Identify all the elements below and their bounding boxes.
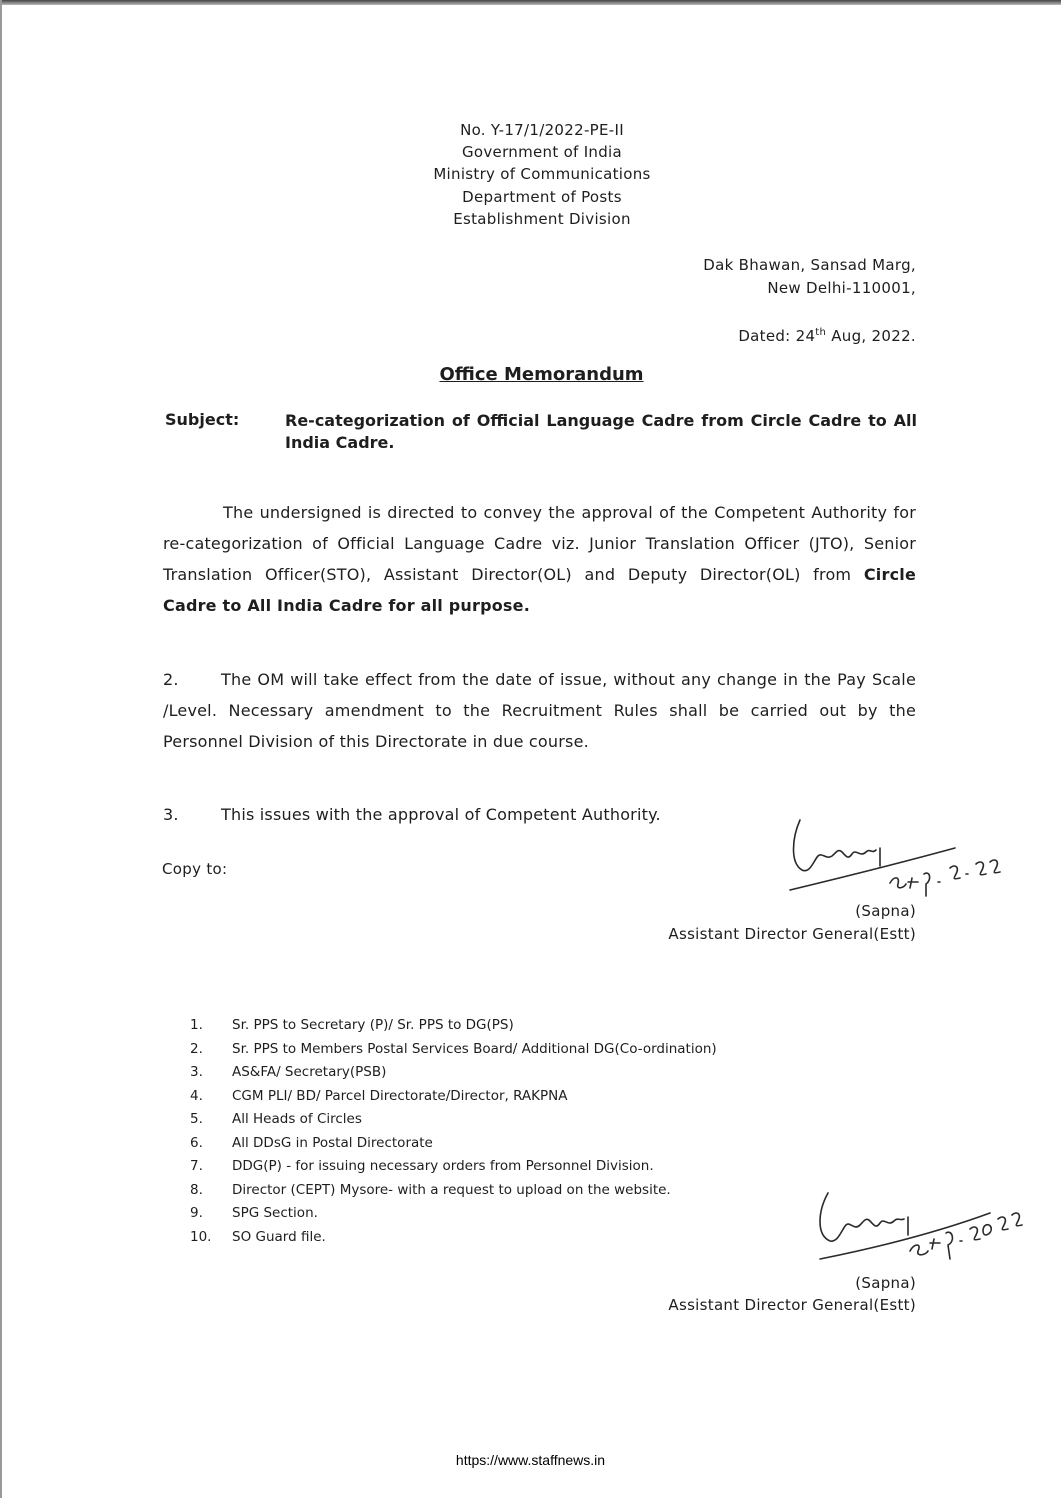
page-title: Office Memorandum [439,364,644,385]
copy-item-number: 9. [190,1205,203,1221]
copy-item-text: Sr. PPS to Secretary (P)/ Sr. PPS to DG(PS) [232,1017,514,1033]
scan-left-edge [0,0,2,1498]
paragraph-2-text: The OM will take effect from the date of issue, without any change in the Pay Scale /Level. Necessary amendment to the Recruitment Rules shall be carried out by the Personnel Division of this Directorate in due course. [163,670,916,751]
copy-item-text: All DDsG in Postal Directorate [232,1134,433,1151]
copy-list-item [190,1014,717,1038]
paragraph-2-number: 2. [163,670,179,689]
copy-item-text: DDG(P) - for issuing necessary orders from Personnel Division. [232,1158,654,1174]
copy-item-number: 8. [190,1181,203,1198]
date-sup: th [815,327,827,338]
copy-item-text: CGM PLI/ BD/ Parcel Directorate/Director, RAKPNA [232,1087,568,1104]
date-suffix: Aug, 2022. [826,327,916,345]
date-prefix: Dated: 24 [738,327,816,345]
scan-top-edge [0,0,1061,5]
signature-1-handwriting [780,808,1030,908]
copy-list-item [190,1226,717,1250]
address-line-1: Dak Bhawan, Sansad Marg, [703,256,916,274]
copy-list-item [190,1202,717,1226]
address-line-2: New Delhi-110001, [767,279,916,297]
signature-1-designation: Assistant Director General(Estt) [668,925,916,943]
copy-list-item [190,1155,717,1179]
footer-url[interactable]: https://www.staffnews.in [455,1452,606,1468]
copy-item-text: All Heads of Circles [232,1111,362,1127]
reference-number: No. Y-17/1/2022-PE-II [460,121,624,139]
copy-list-item [190,1038,717,1062]
copy-item-number: 7. [190,1158,203,1174]
copy-list-item [190,1108,717,1132]
copy-item-text: Sr. PPS to Members Postal Services Board/ Additional DG(Co-ordination) [232,1040,717,1057]
department-line: Department of Posts [462,188,622,206]
copy-item-number: 4. [190,1087,203,1104]
paragraph-2 [163,664,916,757]
copy-list-item [190,1085,717,1109]
copy-item-number: 1. [190,1017,203,1033]
copy-list [190,1014,717,1249]
paragraph-3-number: 3. [163,805,179,824]
paragraph-1-text: The undersigned is directed to convey the approval of the Competent Authority for re-categorization of Official Language Cadre viz. Junior Translation Officer (JTO), Senior Translation Officer(STO), Assistant Director(OL) and Deputy Director(OL) from [163,503,916,584]
copy-item-number: 5. [190,1111,203,1127]
copy-item-number: 10. [190,1228,212,1245]
subject-text: Re-categorization of Official Language Cadre from Circle Cadre to All India Cadre. [285,411,917,452]
division-line: Establishment Division [453,210,631,228]
copy-item-text: SO Guard file. [232,1228,326,1245]
government-line: Government of India [461,143,623,161]
date-line [738,327,916,345]
ministry-line: Ministry of Communications [433,165,651,183]
copy-item-text: AS&FA/ Secretary(PSB) [232,1064,387,1080]
copy-item-text: Director (CEPT) Mysore- with a request to upload on the website. [232,1181,671,1198]
copy-list-item [190,1061,717,1085]
subject-label: Subject: [165,410,240,429]
copy-item-number: 6. [190,1134,203,1151]
signature-2-handwriting [800,1185,1030,1270]
paragraph-1-bold: Circle Cadre to All India Cadre for all purpose. [163,565,916,615]
copy-item-text: SPG Section. [232,1205,318,1221]
copy-to-label: Copy to: [162,860,228,878]
signature-2-name: (Sapna) [855,1274,916,1292]
signature-1-name: (Sapna) [855,902,916,920]
copy-list-item [190,1179,717,1203]
copy-item-number: 3. [190,1064,203,1080]
copy-item-number: 2. [190,1040,203,1057]
paragraph-3-text: This issues with the approval of Competent Authority. [221,805,661,824]
copy-list-item [190,1132,717,1156]
paragraph-1 [163,497,916,621]
signature-2-designation: Assistant Director General(Estt) [668,1296,916,1314]
